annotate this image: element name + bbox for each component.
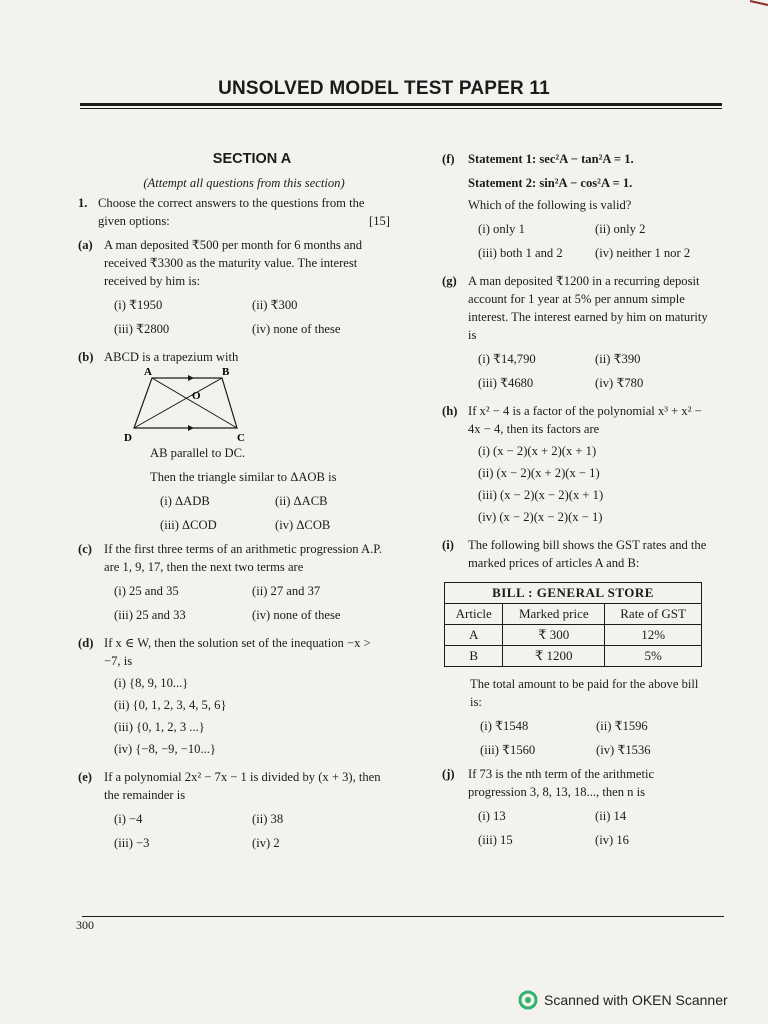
option: (i) only 1 bbox=[478, 222, 525, 236]
title-rule-thin bbox=[80, 108, 722, 109]
question-label: (c) bbox=[78, 542, 92, 556]
options bbox=[478, 350, 712, 392]
question-1 bbox=[78, 194, 390, 230]
table-row bbox=[445, 646, 702, 667]
option: (iii) ₹4680 bbox=[478, 376, 534, 390]
statement-2: Statement 2: sin²A − cos²A = 1. bbox=[468, 176, 633, 190]
question-h bbox=[442, 402, 712, 530]
options bbox=[478, 220, 712, 262]
option: (i) ₹14,790 bbox=[478, 352, 536, 366]
option: (iii) 15 bbox=[478, 833, 513, 847]
right-column bbox=[442, 148, 712, 853]
option: (ii) 14 bbox=[595, 809, 627, 823]
option: (iii) {0, 1, 2, 3 ...} bbox=[114, 720, 205, 734]
option: (iii) both 1 and 2 bbox=[478, 246, 563, 260]
question-text: Which of the following is valid? bbox=[468, 198, 632, 212]
question-text: Then the triangle similar to ΔAOB is bbox=[150, 470, 337, 484]
question-c bbox=[78, 540, 390, 628]
page-number: 300 bbox=[76, 918, 94, 932]
table-cell: 5% bbox=[605, 646, 702, 667]
vertex-label-b: B bbox=[222, 366, 230, 378]
option: (iv) 16 bbox=[595, 833, 629, 847]
table-header: Marked price bbox=[503, 604, 605, 625]
option: (ii) {0, 1, 2, 3, 4, 5, 6} bbox=[114, 698, 227, 712]
option: (iv) ₹1536 bbox=[596, 743, 651, 757]
question-text: If 73 is the nth term of the arithmetic progression 3, 8, 13, 18..., then n is bbox=[468, 767, 655, 799]
question-label: (a) bbox=[78, 238, 93, 252]
question-label: (f) bbox=[442, 152, 455, 166]
question-b bbox=[78, 348, 390, 444]
left-column bbox=[78, 148, 390, 856]
vertex-label-o: O bbox=[192, 390, 201, 402]
scanner-text: Scanned with OKEN Scanner bbox=[544, 992, 728, 1008]
question-text: ABCD is a trapezium with bbox=[104, 350, 239, 364]
scanner-watermark bbox=[518, 990, 728, 1010]
option: (ii) ₹1596 bbox=[596, 719, 648, 733]
option: (ii) 27 and 37 bbox=[252, 584, 321, 598]
question-label: (d) bbox=[78, 636, 94, 650]
vertex-label-a: A bbox=[144, 366, 152, 378]
question-text: A man deposited ₹1200 in a recurring deposit account for 1 year at 5% per annum simple interest. The interest earned by him on maturity is bbox=[468, 274, 708, 342]
option: (iv) none of these bbox=[252, 322, 341, 336]
footer-rule bbox=[82, 916, 724, 917]
question-i bbox=[442, 536, 712, 572]
option: (iv) (x − 2)(x − 2)(x − 1) bbox=[478, 510, 603, 524]
page-title: UNSOLVED MODEL TEST PAPER 11 bbox=[218, 78, 550, 99]
option: (iv) ΔCOB bbox=[275, 518, 331, 532]
question-text: The following bill shows the GST rates and the marked prices of articles A and B: bbox=[468, 538, 707, 570]
question-label: (e) bbox=[78, 770, 92, 784]
option: (iii) ₹2800 bbox=[114, 322, 170, 336]
options bbox=[114, 810, 390, 852]
bill-title: BILL : GENERAL STORE bbox=[445, 583, 702, 604]
question-text: If x² − 4 is a factor of the polynomial x³ + x² − 4x − 4, then its factors are bbox=[468, 404, 702, 436]
question-label: (h) bbox=[442, 404, 458, 418]
question-g bbox=[442, 272, 712, 396]
question-text: The total amount to be paid for the above bill is: bbox=[470, 677, 699, 709]
option: (i) ₹1548 bbox=[480, 719, 529, 733]
table-header: Article bbox=[445, 604, 503, 625]
option: (iv) neither 1 nor 2 bbox=[595, 246, 691, 260]
question-text: AB parallel to DC. bbox=[150, 446, 246, 460]
option: (ii) only 2 bbox=[595, 222, 646, 236]
option: (i) (x − 2)(x + 2)(x + 1) bbox=[478, 444, 597, 458]
table-cell: B bbox=[445, 646, 503, 667]
option: (iii) ₹1560 bbox=[480, 743, 536, 757]
question-label: (i) bbox=[442, 538, 454, 552]
red-mark bbox=[750, 0, 768, 6]
question-d bbox=[78, 634, 390, 762]
question-text: If the first three terms of an arithmetic progression A.P. are 1, 9, 17, then the next two terms are bbox=[104, 542, 383, 574]
question-a bbox=[78, 236, 390, 342]
marks: [15] bbox=[369, 214, 390, 228]
option: (iv) none of these bbox=[252, 608, 341, 622]
table-cell: 12% bbox=[605, 625, 702, 646]
option: (ii) (x − 2)(x + 2)(x − 1) bbox=[478, 466, 600, 480]
option: (iii) ΔCOD bbox=[160, 518, 217, 532]
question-text: Choose the correct answers to the questions from the given options: bbox=[98, 196, 365, 228]
option: (i) {8, 9, 10...} bbox=[114, 676, 189, 690]
option: (iv) {−8, −9, −10...} bbox=[114, 742, 216, 756]
scanner-logo-icon bbox=[518, 990, 538, 1010]
option: (ii) ₹390 bbox=[595, 352, 641, 366]
option: (i) 13 bbox=[478, 809, 506, 823]
option: (iv) ₹780 bbox=[595, 376, 644, 390]
question-label: (g) bbox=[442, 274, 457, 288]
option: (ii) 38 bbox=[252, 812, 284, 826]
question-e bbox=[78, 768, 390, 856]
title-rule bbox=[80, 103, 722, 106]
question-label: (j) bbox=[442, 767, 455, 781]
vertex-label-d: D bbox=[124, 432, 132, 444]
question-j bbox=[442, 765, 712, 853]
instruction: (Attempt all questions from this section) bbox=[143, 176, 345, 190]
trapezium-diagram bbox=[122, 366, 245, 444]
options bbox=[478, 807, 712, 849]
option: (i) ₹1950 bbox=[114, 298, 163, 312]
table-cell: A bbox=[445, 625, 503, 646]
vertex-label-c: C bbox=[237, 432, 245, 444]
options bbox=[480, 717, 712, 759]
statement-1: Statement 1: sec²A − tan²A = 1. bbox=[468, 152, 634, 166]
option: (iii) (x − 2)(x − 2)(x + 1) bbox=[478, 488, 604, 502]
option: (iv) 2 bbox=[252, 836, 280, 850]
option: (iii) −3 bbox=[114, 836, 150, 850]
options bbox=[114, 296, 390, 338]
section-heading: SECTION A bbox=[212, 151, 292, 167]
question-text: A man deposited ₹500 per month for 6 months and received ₹3300 as the maturity value. The interest received by him is: bbox=[104, 238, 363, 288]
table-cell: ₹ 300 bbox=[503, 625, 605, 646]
table-cell: ₹ 1200 bbox=[503, 646, 605, 667]
table-header: Rate of GST bbox=[605, 604, 702, 625]
question-f bbox=[442, 150, 712, 266]
option: (i) −4 bbox=[114, 812, 143, 826]
option: (iii) 25 and 33 bbox=[114, 608, 186, 622]
option: (i) ΔADB bbox=[160, 494, 210, 508]
options bbox=[160, 492, 390, 534]
table-row bbox=[445, 625, 702, 646]
option: (ii) ₹300 bbox=[252, 298, 298, 312]
bill-table bbox=[444, 582, 702, 667]
question-text: If a polynomial 2x² − 7x − 1 is divided by (x + 3), then the remainder is bbox=[104, 770, 381, 802]
question-label: (b) bbox=[78, 350, 94, 364]
options bbox=[114, 582, 390, 624]
question-number: 1. bbox=[78, 196, 88, 210]
option: (ii) ΔACB bbox=[275, 494, 328, 508]
question-text: If x ∈ W, then the solution set of the inequation −x > −7, is bbox=[104, 636, 371, 668]
option: (i) 25 and 35 bbox=[114, 584, 179, 598]
